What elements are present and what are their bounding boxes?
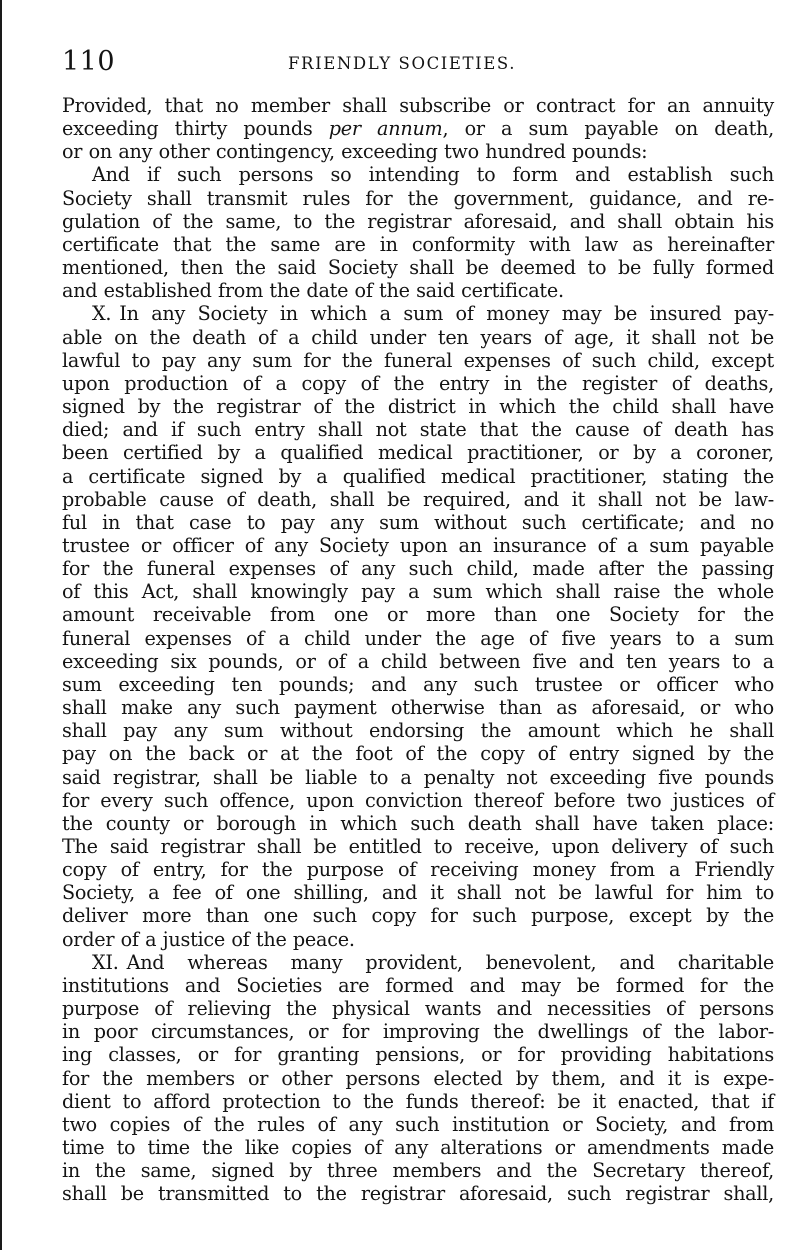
text-line: of this Act, shall knowingly pay a sum which shall raise the whole [62,580,774,604]
text-line: Provided, that no member shall subscribe or contract for an annuity [62,94,774,117]
text-line: mentioned, then the said Society shall be deemed to be fully formed [62,256,774,280]
text-line: probable cause of death, shall be required, and it shall not be law- [62,487,774,511]
section-number: XI. [92,950,119,974]
text-line: And if such persons so intending to form and establish such [92,163,774,187]
text-line: able on the death of a child under ten years of age, it shall not be [62,325,774,349]
text-line: exceeding six pounds, or of a child between five and ten years to a [62,649,774,673]
text-line: and established from the date of the said certificate. [62,279,564,303]
text-line: been certified by a qualified medical practitioner, or by a coroner, [62,441,774,465]
text-line: or on any other contingency, exceeding two hundred pounds: [62,140,648,164]
text-line: trustee or officer of any Society upon an insurance of a sum payable [62,533,774,557]
text-line: the county or borough in which such death shall have taken place: [62,811,774,835]
text-line: copy of entry, for the purpose of receiving money from a Friendly [62,858,774,882]
text-line: for every such offence, upon conviction thereof before two justices of [62,788,774,812]
text-line-first [62,302,774,325]
text-line: ful in that case to pay any sum without such certificate; and no [62,510,774,534]
section-x [62,302,774,950]
text-line: shall make any such payment otherwise than as aforesaid, or who [62,696,774,720]
text-line: upon production of a copy of the entry in the register of deaths, [62,371,774,395]
page-header [62,46,774,94]
text-line: pay on the back or at the foot of the copy of entry signed by the [62,742,774,766]
text-line-with-italic: exceeding thirty pounds per annum, or a sum payable on death, [62,117,774,141]
section-xi [62,951,774,1206]
text-line: time to time the like copies of any alterations or amendments made [62,1136,774,1160]
document-page [62,46,774,1206]
text-line: two copies of the rules of any such institution or Society, and from [62,1112,774,1136]
text-line: for the funeral expenses of any such child, made after the passing [62,557,774,581]
text-line: institutions and Societies are formed and may be formed for the [62,973,774,997]
text-line: Society, a fee of one shilling, and it shall not be lawful for him to [62,881,774,905]
text-line: in poor circumstances, or for improving the dwellings of the labor- [62,1020,774,1044]
text-line: purpose of relieving the physical wants and necessities of persons [62,997,774,1021]
text-line: amount receivable from one or more than one Society for the [62,603,774,627]
text-line: gulation of the same, to the registrar aforesaid, and shall obtain his [62,209,774,233]
text-line: in the same, signed by three members and the Secretary thereof, [62,1159,774,1183]
text-line: sum exceeding ten pounds; and any such trustee or officer who [62,672,774,696]
text-line: order of a justice of the peace. [62,927,355,951]
text-line: shall be transmitted to the registrar aforesaid, such registrar shall, [62,1182,774,1206]
text-line-first [62,951,774,974]
text-line: ing classes, or for granting pensions, or for providing habitations [62,1043,774,1067]
text-line: deliver more than one such copy for such purpose, except by the [62,904,774,928]
text-run: And whereas many provident, benevolent, and charitable [126,950,774,974]
text-line: dient to afford protection to the funds thereof: be it enacted, that if [62,1089,774,1113]
running-head: FRIENDLY SOCIETIES. [288,54,517,73]
text-line: lawful to pay any sum for the funeral expenses of such child, except [62,348,774,372]
page-number: 110 [62,46,116,77]
paragraph-proviso [62,94,774,163]
text-line: signed by the registrar of the district in which the child shall have [62,395,774,419]
text-line: for the members or other persons elected by them, and it is expe- [62,1066,774,1090]
text-line: certificate that the same are in conformity with law as hereinafter [62,232,774,256]
text-line: a certificate signed by a qualified medical practitioner, stating the [62,464,774,488]
paragraph-establishment [62,163,774,302]
section-number: X. [92,302,112,326]
italic-phrase: per annum [328,117,443,141]
text-run: In any Society in which a sum of money may be insured pay- [119,302,774,326]
text-line: shall pay any sum without endorsing the amount which he shall [62,719,774,743]
text-line: said registrar, shall be liable to a penalty not exceeding five pounds [62,765,774,789]
text-line: funeral expenses of a child under the age of five years to a sum [62,626,774,650]
text-line: Society shall transmit rules for the government, guidance, and re- [62,186,774,210]
page-edge-rule [0,0,2,1250]
text-line: The said registrar shall be entitled to receive, upon delivery of such [62,835,774,858]
text-line: died; and if such entry shall not state that the cause of death has [62,418,774,442]
